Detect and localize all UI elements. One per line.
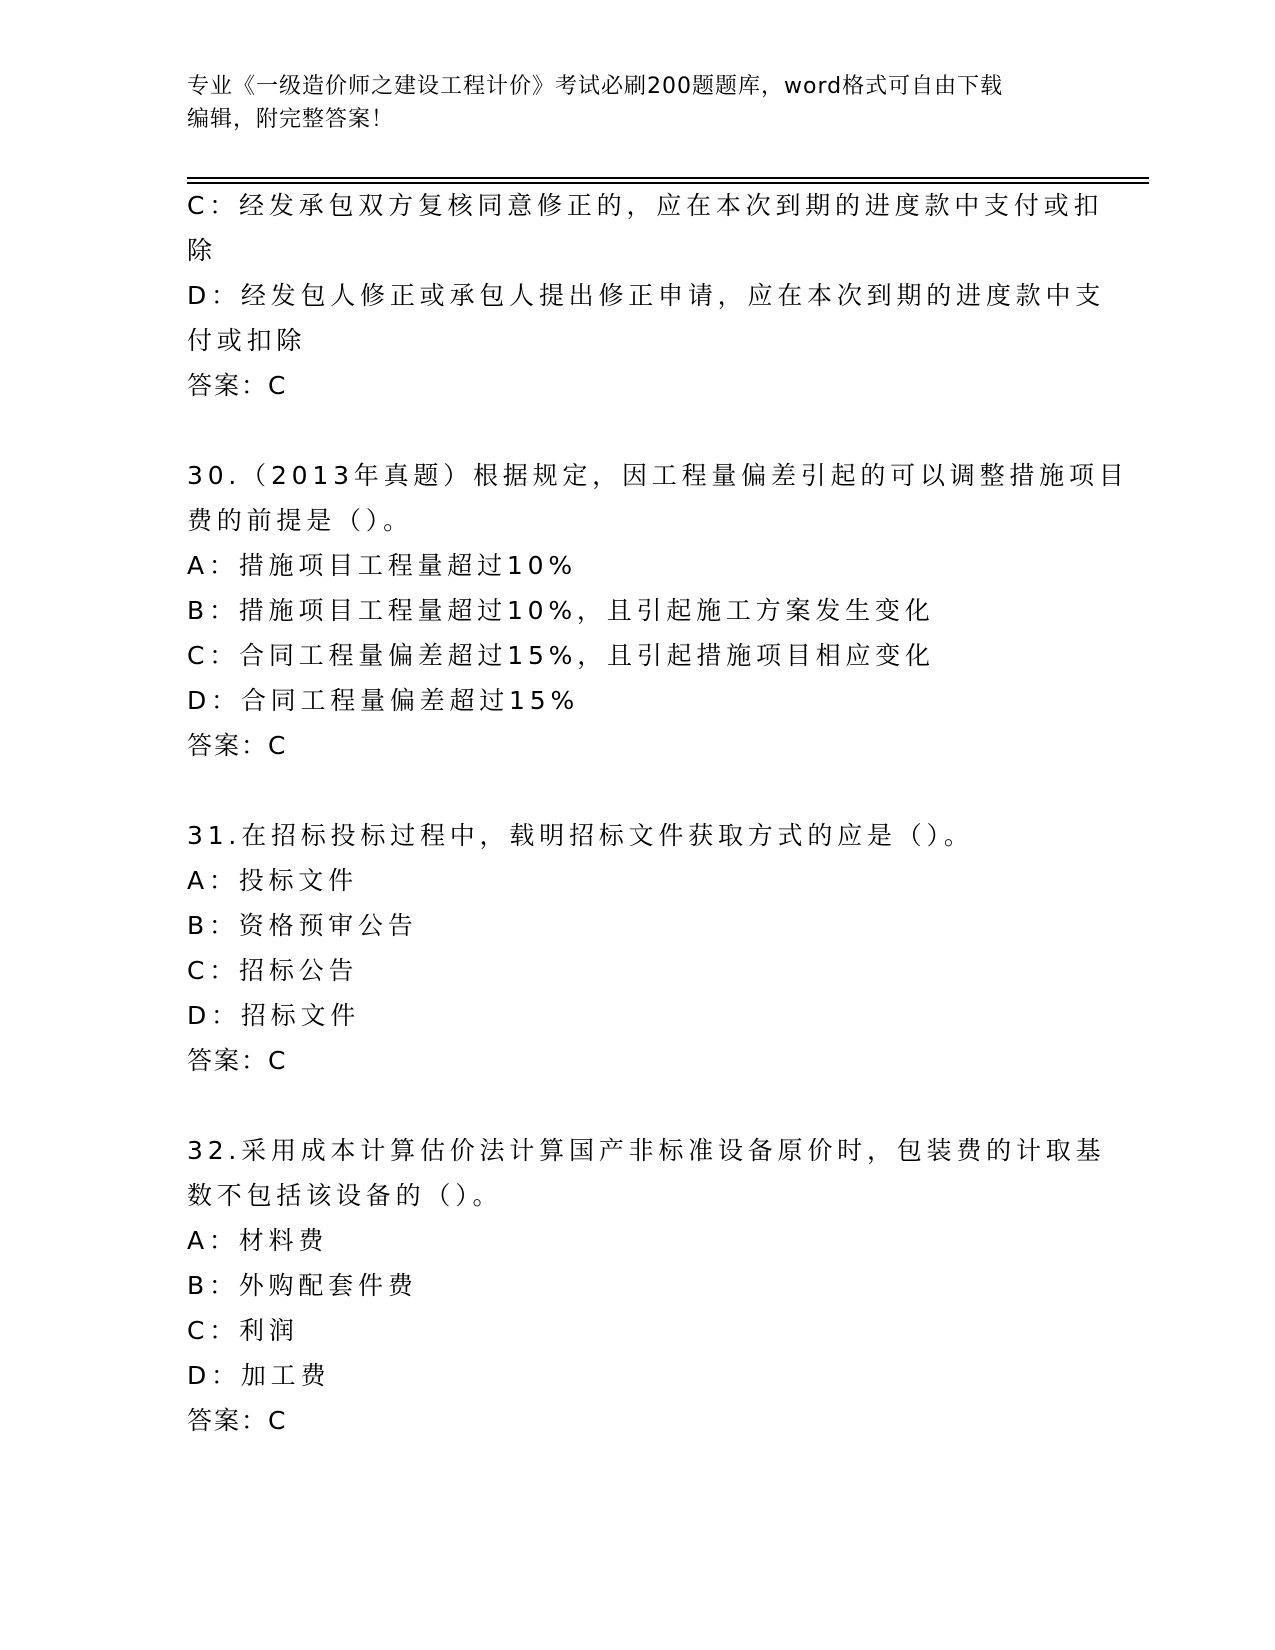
document-header — [187, 70, 1067, 136]
question-30-stem-1: 30.（2013年真题）根据规定，因工程量偏差引起的可以调整措施项目 — [187, 461, 1129, 490]
answer-line: 答案：C — [187, 371, 288, 400]
question-30-stem-2: 费的前提是（）。 — [187, 506, 413, 535]
question-30-option-d: D：合同工程量偏差超过15% — [187, 686, 580, 715]
question-32-option-a: A：材料费 — [187, 1226, 329, 1255]
question-31-option-d: D：招标文件 — [187, 1001, 361, 1030]
question-32-answer: 答案：C — [187, 1406, 288, 1435]
question-32-stem-1: 32.采用成本计算估价法计算国产非标准设备原价时，包装费的计取基 — [187, 1136, 1106, 1165]
question-31-option-a: A：投标文件 — [187, 866, 358, 895]
question-30-answer: 答案：C — [187, 731, 288, 760]
question-32-option-b: B：外购配套件费 — [187, 1271, 418, 1300]
question-30-option-c: C：合同工程量偏差超过15%，且引起措施项目相应变化 — [187, 641, 935, 670]
option-c-line-1: C：经发承包双方复核同意修正的，应在本次到期的进度款中支付或扣 — [187, 191, 1104, 220]
header-line-2: 编辑，附完整答案！ — [187, 107, 395, 132]
option-d-line-1: D：经发包人修正或承包人提出修正申请，应在本次到期的进度款中支 — [187, 281, 1106, 310]
question-31-answer: 答案：C — [187, 1046, 288, 1075]
header-rule-bottom — [187, 182, 1149, 184]
header-rule-top — [187, 177, 1149, 179]
question-30-option-b: B：措施项目工程量超过10%，且引起施工方案发生变化 — [187, 596, 935, 625]
option-c-line-2: 除 — [187, 236, 217, 265]
option-d-line-2: 付或扣除 — [187, 326, 307, 355]
question-31-stem-1: 31.在招标投标过程中，载明招标文件获取方式的应是（）。 — [187, 821, 974, 850]
question-32-option-c: C：利润 — [187, 1316, 299, 1345]
header-line-1: 专业《一级造价师之建设工程计价》考试必刷200题题库，word格式可自由下载 — [187, 74, 1004, 99]
question-32-stem-2: 数不包括该设备的（）。 — [187, 1181, 503, 1210]
question-31-option-b: B：资格预审公告 — [187, 911, 418, 940]
question-31-option-c: C：招标公告 — [187, 956, 359, 985]
question-30-option-a: A：措施项目工程量超过10% — [187, 551, 577, 580]
question-32-option-d: D：加工费 — [187, 1361, 331, 1390]
